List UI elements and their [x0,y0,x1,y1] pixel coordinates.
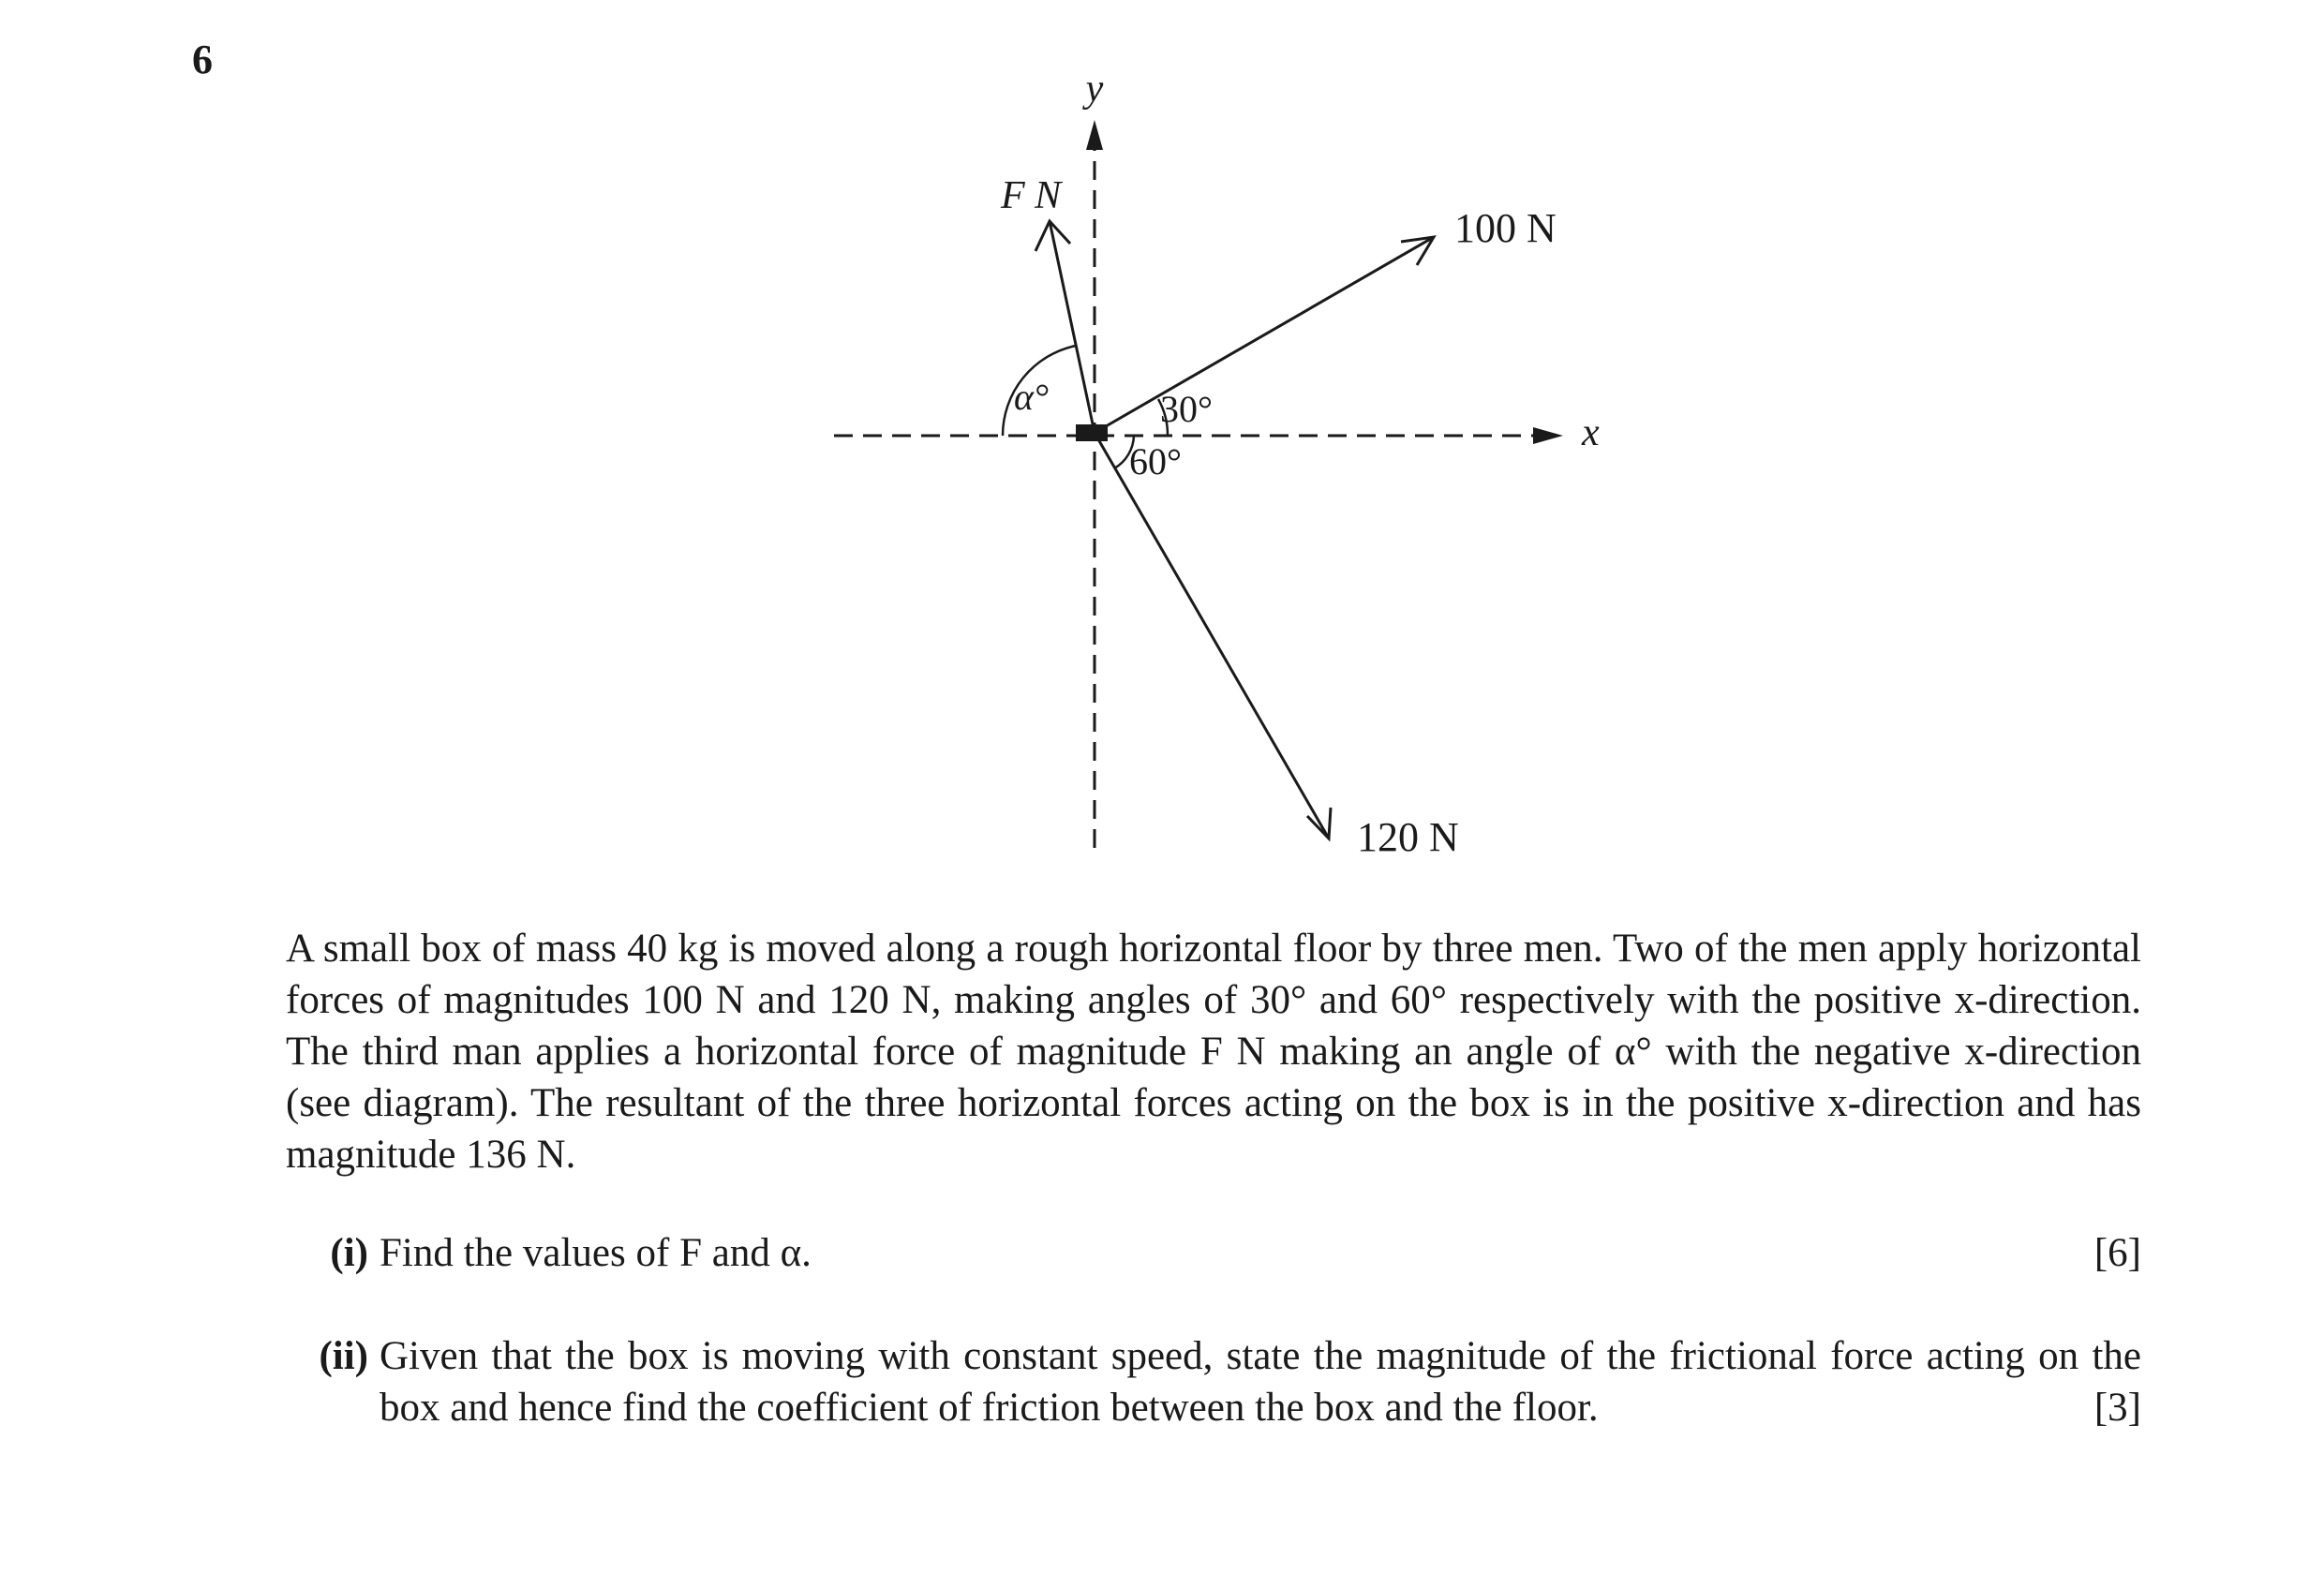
part-ii-label: (ii) [319,1334,368,1378]
x-axis-arrowhead [1533,427,1563,444]
force-120-label: 120 N [1357,814,1459,860]
part-ii-text: Given that the box is moving with constant speed, state the magnitude of the frictional force acting on the box and hence find the coefficient of friction between the box and the floor. [380,1334,2141,1430]
angle-30-label: 30° [1160,388,1213,430]
question-paragraph: A small box of mass 40 kg is moved along a rough horizontal floor by three men. Two of the men apply horizontal forces of magnitudes 100 N and 120 N, making angles of 30° and 60° respectively with the positive x-direction. The third man applies a horizontal force of magnitude F N making an angle of α° with the negative x-direction (see diagram). The resultant of the three horizontal forces acting on the box is in the positive x-direction and has magnitude 136 N. [286,927,2141,1177]
y-axis-label: y [1085,67,1104,111]
force-F-arrow [1050,221,1095,433]
question-parts [286,1227,2141,1485]
y-axis-arrowhead [1086,120,1103,150]
force-120-arrow [1095,433,1329,838]
part-ii [286,1330,2141,1433]
part-ii-marks: [3] [2093,1386,2141,1430]
part-i-text: Find the values of F and α. [380,1231,812,1275]
x-axis-label: x [1582,411,1600,454]
force-100-label: 100 N [1454,205,1557,251]
force-F-label: F N [1001,174,1062,217]
part-i [286,1227,2141,1279]
part-i-label: (i) [330,1231,368,1275]
part-i-marks: [6] [2093,1231,2141,1275]
force-100-arrow [1095,237,1434,433]
angle-alpha-label: α° [1014,376,1049,418]
question-number: 6 [192,37,213,82]
box [1076,424,1108,441]
angle-60-label: 60° [1129,440,1182,482]
